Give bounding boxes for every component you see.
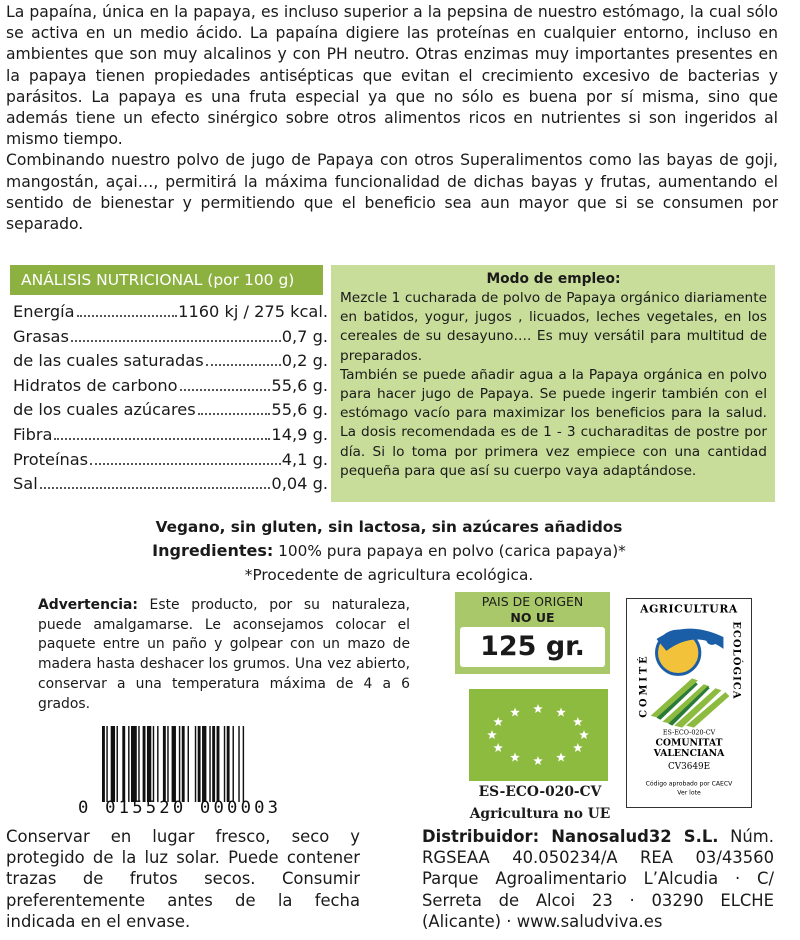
caecv-code: ES-ECO-020-CV <box>662 728 716 737</box>
origin-box <box>455 592 610 674</box>
distributor-text <box>422 826 774 932</box>
eco-certification <box>440 781 640 825</box>
caecv-left-text: COMITÉ <box>638 653 650 718</box>
barcode-bar <box>217 726 220 802</box>
nutrition-row <box>10 300 328 325</box>
caecv-number: CV3649E <box>667 761 711 772</box>
barcode-bar <box>195 726 196 802</box>
nutrition-value: 0,7 g. <box>281 326 328 346</box>
barcode-bar <box>122 726 125 802</box>
barcode-bar <box>212 726 215 802</box>
usage-paragraph-2: También se puede añadir agua a la Papaya orgánica en polvo para hacer jugo de Papaya. Se puede ingerir también con el estómago vacío para maximizar los beneficios para la salud. La dosis recomendada es de 1 - 3 cucharaditas de postre por día. Si lo toma por primera vez empiece con una cantidad pequeña para que así su cuerpo vaya adaptándose. <box>340 366 767 479</box>
dot-leader <box>77 315 178 317</box>
ingredients-footnote: *Procedente de agricultura ecológica. <box>244 566 534 584</box>
ingredients-text: 100% pura papaya en polvo (carica papaya)* <box>273 542 626 560</box>
usage-box <box>331 265 775 502</box>
nutrition-label: Fibra <box>13 424 53 444</box>
caecv-logo <box>626 598 752 808</box>
barcode-bar <box>179 726 180 802</box>
warning-text <box>38 596 410 714</box>
dot-leader <box>90 463 281 465</box>
nutrition-value: 1160 kj / 275 kcal. <box>178 302 328 321</box>
distributor-body: Núm. RGSEAA 40.050234/A REA 03/43560 Parque Agroalimentario L’Alcudia · C/ Serreta de Alcoi 23 · 03290 ELCHE (Alicante) · www.saludviva.es <box>422 827 774 931</box>
nutrition-value: 0,04 g. <box>271 474 328 494</box>
barcode-bar <box>233 726 234 802</box>
net-weight: 125 gr. <box>460 627 605 667</box>
barcode-bar <box>182 726 185 802</box>
barcode-bar <box>209 726 210 802</box>
dot-leader <box>180 389 271 391</box>
warning-body: Este producto, por su naturaleza, puede amalgamarse. Le aconsejamos colocar el paquete entre un paño y golpear con un mazo de madera hasta deshacer los grumos. Una vez abierto, conservar a una temperatura máxima de 4 a 6 grados. <box>38 597 410 712</box>
caecv-top-text: AGRICULTURA <box>640 602 738 616</box>
claims-block <box>0 515 778 587</box>
barcode-bar <box>143 726 146 802</box>
nutrition-value: 4,1 g. <box>281 449 328 469</box>
origin-line-1: PAIS DE ORIGEN <box>481 594 584 609</box>
barcode-bar <box>147 726 151 802</box>
barcode-bar <box>102 726 105 802</box>
dot-leader <box>71 340 281 342</box>
eco-origin: Agricultura no UE <box>469 806 611 822</box>
storage-text: Conservar en lugar fresco, seco y protegido de la luz solar. Puede contener trazas de frutos secos. Consumir preferentemente antes de la fecha indicada en el envase. <box>6 827 360 931</box>
usage-paragraph-1: Mezcle 1 cucharada de polvo de Papaya orgánico diariamente en batidos, yogur, jugos , licuados, leches vegetales, en los cereales de su desayuno…. Es muy versátil para multitud de preparados. <box>340 290 767 364</box>
barcode-bar <box>227 726 230 802</box>
dot-leader <box>54 438 270 440</box>
caecv-right-text: ECOLÓGICA <box>730 621 742 700</box>
nutrition-label: Proteínas <box>13 449 89 469</box>
barcode-bar <box>106 726 107 802</box>
nutrition-label: de los cuales azúcares <box>13 400 196 420</box>
intro-paragraph-1: La papaína, única en la papaya, es incluso superior a la pepsina de nuestro estómago, la cual sólo se activa en un medio ácido. La papaína digiere las proteínas en cualquier entorno, incluso en ambientes que son muy alcalinos y con PH neutro. Otras enzimas muy importantes presentes en la papaya tienen propiedades antisépticas que evitan el crecimiento excesivo de bacterias y parásitos. La papaya es una fruta especial ya que no sólo es buena por sí misma, sino que además tiene un efecto sinérgico sobre otros alimentos ricos en nutrientes si son ingeridos al mismo tiempo. <box>6 3 778 149</box>
dot-leader <box>40 487 271 489</box>
nutrition-value: 0,2 g. <box>281 351 328 371</box>
nutrition-value: 14,9 g. <box>271 424 328 444</box>
caecv-region-1: COMUNITAT <box>655 737 723 749</box>
origin-line-2: NO UE <box>510 610 555 625</box>
barcode-bar <box>138 726 139 802</box>
barcode-bar <box>172 726 176 802</box>
caecv-region-2: VALENCIANA <box>653 748 725 760</box>
nutrition-label: Energía <box>13 302 75 321</box>
barcode-bar <box>117 726 118 802</box>
nutrition-label: Sal <box>13 474 38 494</box>
nutrition-row <box>10 325 328 350</box>
barcode <box>100 726 300 802</box>
intro-text <box>6 2 778 235</box>
ingredients-label: Ingredientes: <box>152 541 274 560</box>
barcode-bar <box>153 726 154 802</box>
distributor-label: Distribuidor: Nanosalud32 S.L. <box>422 827 719 846</box>
nutrition-row <box>10 472 328 497</box>
barcode-bar <box>243 726 244 802</box>
usage-title: Modo de empleo: <box>486 271 621 287</box>
claims-line: Vegano, sin gluten, sin lactosa, sin azúcares añadidos <box>155 518 623 536</box>
barcode-bar <box>198 726 201 802</box>
nutrition-value: 55,6 g. <box>271 400 328 420</box>
nutrition-row <box>10 398 328 423</box>
caecv-note-2: Ver lote <box>677 789 701 797</box>
eu-organic-leaf-icon <box>469 689 608 781</box>
warning-label: Advertencia: <box>38 597 138 613</box>
barcode-bar <box>131 726 137 802</box>
nutrition-row <box>10 423 328 448</box>
intro-paragraph-2: Combinando nuestro polvo de jugo de Papaya con otros Superalimentos como las bayas de goji, mangostán, açai…, permitirá la máxima funcionalidad de dichas bayas y frutas, aumentando el sentido de bienestar y permitiendo que el beneficio sea aun mayor que si se consumen por separado. <box>6 151 778 234</box>
dot-leader <box>206 364 281 366</box>
barcode-bar <box>224 726 225 802</box>
nutrition-row <box>10 374 328 399</box>
barcode-bar <box>157 726 158 802</box>
barcode-number: 0 015520 000003 <box>78 798 282 818</box>
barcode-bar <box>167 726 168 802</box>
nutrition-label: de las cuales saturadas <box>13 351 204 371</box>
barcode-bar <box>202 726 206 802</box>
dot-leader <box>198 413 271 415</box>
nutrition-label: Hidratos de carbono <box>13 375 178 395</box>
caecv-note-1: Código aprobado por CAECV <box>645 780 733 788</box>
barcode-bar <box>188 726 189 802</box>
nutrition-label: Grasas <box>13 326 69 346</box>
eco-code: ES-ECO-020-CV <box>478 784 602 800</box>
nutrition-table <box>10 300 328 497</box>
barcode-bar <box>111 726 115 802</box>
ingredients-line <box>0 539 778 563</box>
nutrition-row <box>10 448 328 473</box>
barcode-bar <box>128 726 129 802</box>
nutrition-row <box>10 349 328 374</box>
nutrition-value: 55,6 g. <box>271 375 328 395</box>
barcode-bar <box>163 726 166 802</box>
barcode-bar <box>238 726 239 802</box>
nutrition-header: ANÁLISIS NUTRICIONAL (por 100 g) <box>10 265 323 295</box>
